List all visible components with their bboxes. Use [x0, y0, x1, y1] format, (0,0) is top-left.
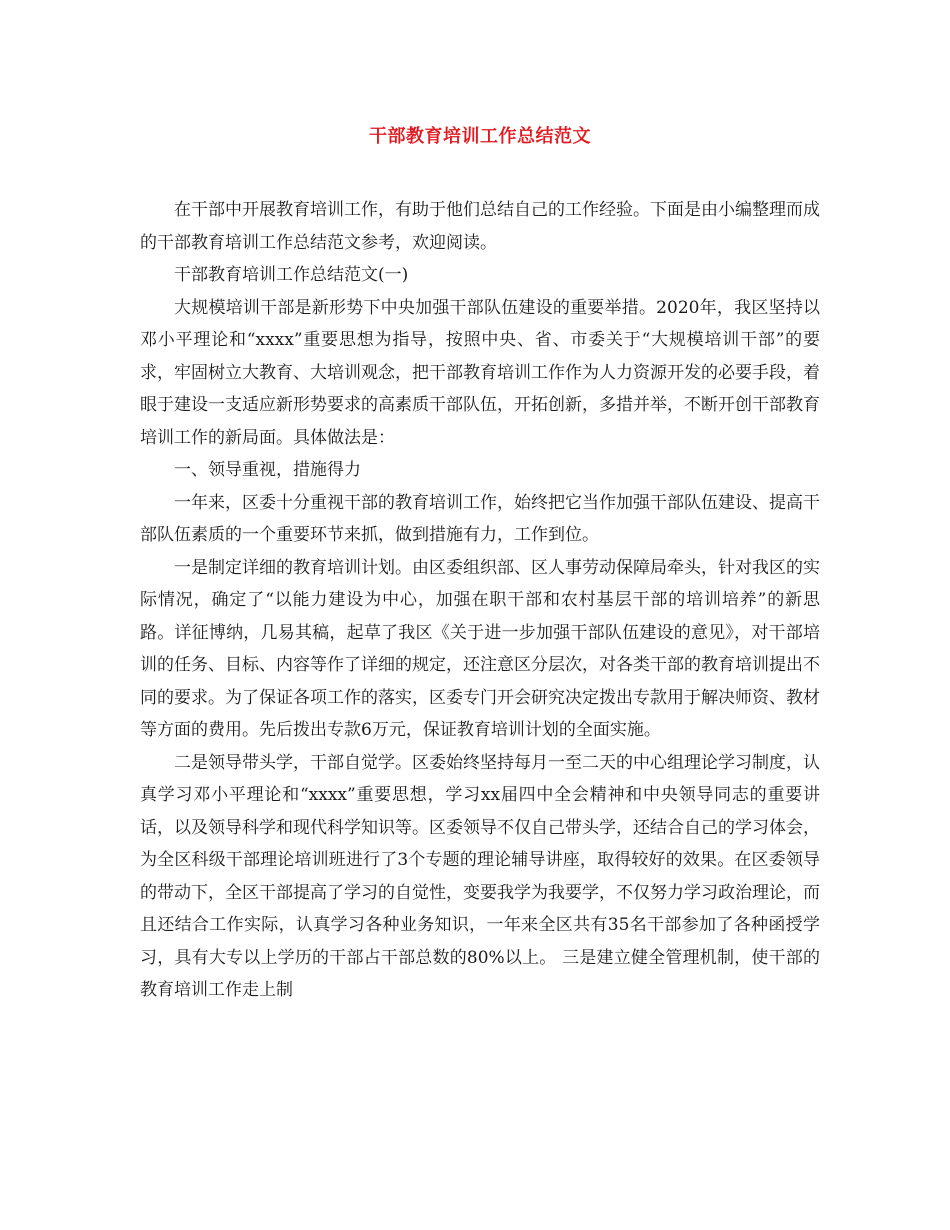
- document-body: [140, 194, 820, 1007]
- body-paragraph: 大规模培训干部是新形势下中央加强干部队伍建设的重要举措。2020年，我区坚持以邓小平理论和“xxxx”重要思想为指导，按照中央、省、市委关于“大规模培训干部”的要求，牢固树立大教育、大培训观念，把干部教育培训工作作为人力资源开发的必要手段，着眼于建设一支适应新形势要求的高素质干部队伍，开拓创新，多措并举，不断开创干部教育培训工作的新局面。具体做法是：: [140, 297, 820, 448]
- body-paragraph: 一年来，区委十分重视干部的教育培训工作，始终把它当作加强干部队伍建设、提高干部队伍素质的一个重要环节来抓，做到措施有力，工作到位。: [140, 492, 820, 545]
- body-paragraph: 二是领导带头学，干部自觉学。区委始终坚持每月一至二天的中心组理论学习制度，认真学习邓小平理论和“xxxx”重要思想，学习xx届四中全会精神和中央领导同志的重要讲话，以及领导科学和现代科学知识等。区委领导不仅自己带头学，还结合自己的学习体会，为全区科级干部理论培训班进行了3个专题的理论辅导讲座，取得较好的效果。在区委领导的带动下，全区干部提高了学习的自觉性，变要我学为我要学，不仅努力学习政治理论，而且还结合工作实际，认真学习各种业务知识，一年来全区共有35名干部参加了各种函授学习，具有大专以上学历的干部占干部总数的80%以上。 三是建立健全管理机制，使干部的教育培训工作走上制: [140, 752, 820, 1000]
- intro-paragraph: 在干部中开展教育培训工作，有助于他们总结自己的工作经验。下面是由小编整理而成的干部教育培训工作总结范文参考，欢迎阅读。: [140, 200, 820, 253]
- subheading-1: 一、领导重视，措施得力: [174, 460, 361, 480]
- body-paragraph: 一是制定详细的教育培训计划。由区委组织部、区人事劳动保障局牵头，针对我区的实际情况，确定了“以能力建设为中心，加强在职干部和农村基层干部的培训培养”的新思路。详征博纳，几易其稿，起草了我区《关于进一步加强干部队伍建设的意见》，对干部培训的任务、目标、内容等作了详细的规定，还注意区分层次，对各类干部的教育培训提出不同的要求。为了保证各项工作的落实，区委专门开会研究决定拨出专款用于解决师资、教材等方面的费用。先后拨出专款6万元，保证教育培训计划的全面实施。: [140, 557, 820, 740]
- document-title: 干部教育培训工作总结范文: [369, 126, 591, 147]
- section-heading-1: 干部教育培训工作总结范文(一): [174, 265, 409, 285]
